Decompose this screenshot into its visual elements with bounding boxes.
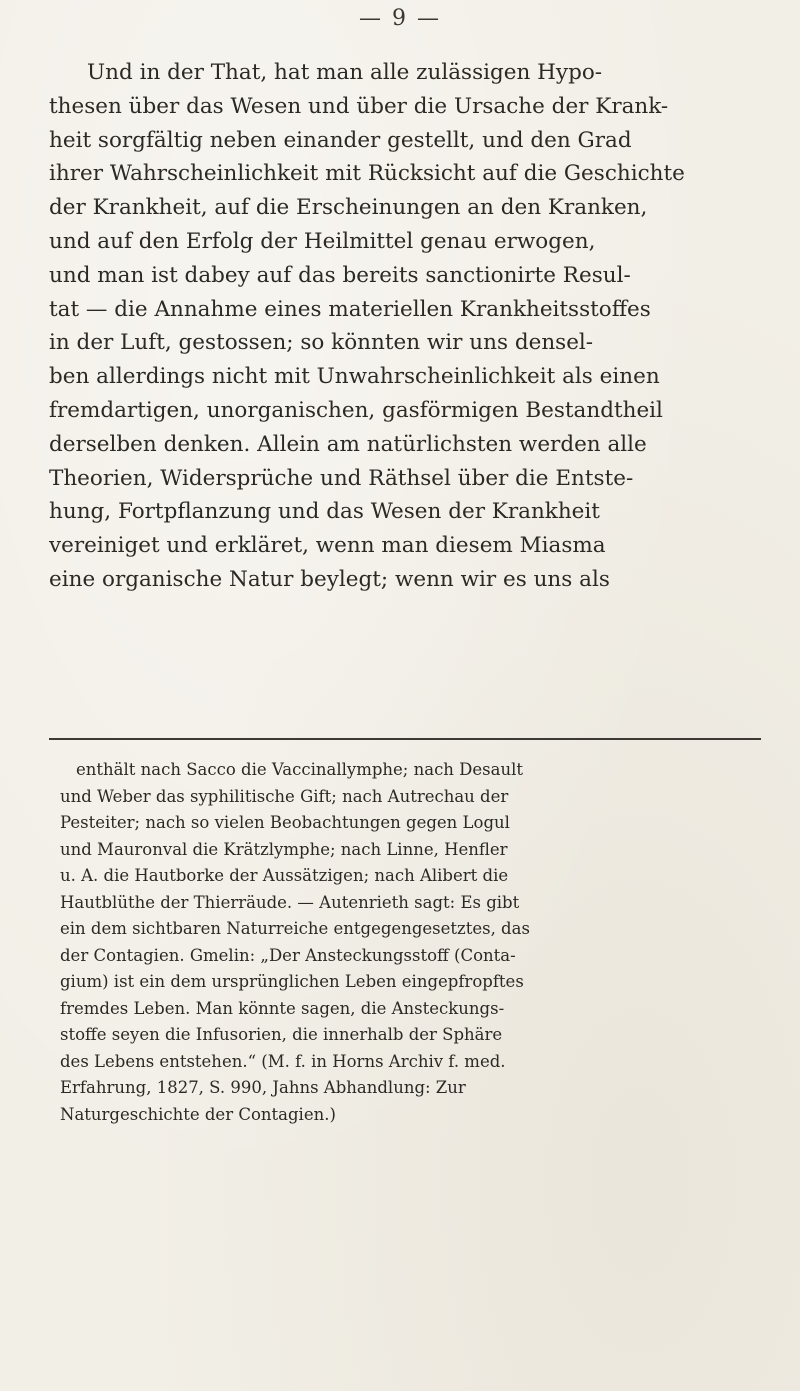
footnote-line: des Lebens entstehen.“ (M. f. in Horns Archiv f. med.	[60, 1051, 506, 1071]
footnote-line: und Mauronval die Krätzlymphe; nach Linne, Henfler	[60, 839, 508, 859]
footnote-line: und Weber das syphilitische Gift; nach Autrechau der	[60, 786, 509, 806]
footnote-divider	[49, 738, 761, 740]
text-line: vereiniget und erkläret, wenn man diesem Miasma	[49, 533, 606, 559]
text-line: heit sorgfältig neben einander gestellt, und den Grad	[49, 127, 632, 153]
footnote-line: Erfahrung, 1827, S. 990, Jahns Abhandlung: Zur	[60, 1078, 466, 1097]
text-line: tat — die Annahme eines materiellen Krankheitsstoffes	[49, 296, 651, 322]
main-text-block	[49, 56, 759, 597]
text-line: thesen über das Wesen und über die Ursache der Krank-	[49, 93, 669, 119]
text-line: der Krankheit, auf die Erscheinungen an den Kranken,	[49, 195, 648, 221]
footnote-block	[60, 757, 758, 1128]
footnote-line: enthält nach Sacco die Vaccinallymphe; nach Desault	[76, 760, 524, 779]
text-line: ben allerdings nicht mit Unwahrscheinlichkeit als einen	[49, 364, 660, 390]
text-line: hung, Fortpflanzung und das Wesen der Krankheit	[49, 499, 600, 525]
footnote-line: stoffe seyen die Infusorien, die innerhalb der Sphäre	[60, 1025, 503, 1044]
footnote-line: Naturgeschichte der Contagien.)	[60, 1104, 336, 1124]
footnote-line: ein dem sichtbaren Naturreiche entgegengesetztes, das	[60, 919, 530, 938]
footnote-line: Pesteiter; nach so vielen Beobachtungen gegen Logul	[60, 813, 510, 832]
text-line: ihrer Wahrscheinlichkeit mit Rücksicht auf die Geschichte	[49, 161, 685, 187]
text-line: eine organische Natur beylegt; wenn wir es uns als	[49, 566, 610, 592]
text-line: derselben denken. Allein am natürlichsten werden alle	[49, 431, 647, 457]
footnote-line: der Contagien. Gmelin: „Der Ansteckungsstoff (Conta-	[60, 945, 516, 965]
text-line: Und in der That, hat man alle zulässigen Hypo-	[87, 60, 603, 85]
text-line: Theorien, Widersprüche und Räthsel über die Entste-	[49, 465, 634, 491]
text-line: und man ist dabey auf das bereits sanctionirte Resul-	[49, 262, 631, 288]
footnote-line: fremdes Leben. Man könnte sagen, die Ansteckungs-	[60, 998, 505, 1018]
text-line: in der Luft, gestossen; so könnten wir uns densel-	[49, 330, 594, 356]
footnote-line: Hautblüthe der Thierräude. — Autenrieth sagt: Es gibt	[60, 892, 520, 912]
footnote-line: gium) ist ein dem ursprünglichen Leben eingepfropftes	[60, 972, 524, 991]
text-line: fremdartigen, unorganischen, gasförmigen Bestandtheil	[49, 397, 663, 423]
text-line: und auf den Erfolg der Heilmittel genau erwogen,	[49, 228, 596, 254]
page-number: — 9 —	[359, 6, 441, 31]
footnote-line: u. A. die Hautborke der Aussätzigen; nach Alibert die	[60, 866, 509, 885]
